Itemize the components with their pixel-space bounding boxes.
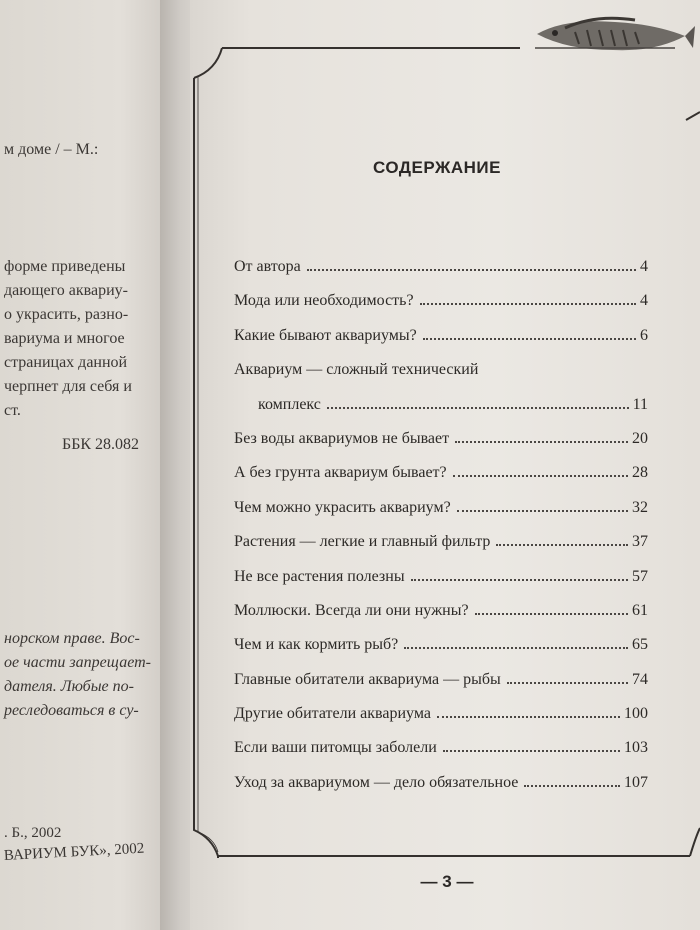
toc-leader-dots	[404, 647, 628, 649]
toc-entry[interactable]	[234, 533, 648, 567]
toc-entry[interactable]	[234, 499, 648, 533]
toc-entry-title: Уход за аквариумом — дело обязательное	[234, 773, 519, 791]
right-page	[190, 0, 700, 930]
toc-entry-title: Если ваши питомцы заболели	[234, 739, 437, 757]
left-text-line: м доме / – М.:	[4, 141, 99, 158]
toc-entry[interactable]	[234, 739, 648, 773]
toc-leader-dots	[455, 441, 628, 443]
toc-entry-page: 6	[640, 326, 648, 344]
left-text-line: норском праве. Вос-	[4, 630, 140, 647]
left-text-line: страницах данной	[4, 354, 128, 371]
left-text-line: форме приведены	[4, 258, 126, 275]
toc-entry-page: 74	[632, 670, 648, 688]
toc-leader-dots	[457, 510, 628, 512]
toc-entry-page: 103	[624, 739, 648, 757]
toc-title: СОДЕРЖАНИЕ	[373, 158, 501, 177]
toc-entry-title: Растения — легкие и главный фильтр	[234, 533, 491, 551]
fish-icon	[535, 8, 695, 68]
toc-entry[interactable]	[234, 258, 648, 292]
toc-entry-page: 107	[624, 773, 648, 791]
toc-leader-dots	[443, 750, 620, 752]
left-text-line: черпнет для себя и	[4, 378, 132, 395]
toc-entry-title: Аквариум — сложный технический	[234, 361, 479, 379]
left-text-line: ое части запрещает-	[4, 654, 151, 671]
toc-entry-title: Главные обитатели аквариума — рыбы	[234, 670, 501, 688]
left-text-line: дающего аквариу-	[4, 282, 128, 299]
toc-entry[interactable]	[234, 327, 648, 361]
toc-entry-title: Без воды аквариумов не бывает	[234, 429, 450, 447]
left-copyright: ВАРИУМ БУК», 2002	[3, 840, 145, 864]
toc-leader-dots	[496, 544, 628, 546]
toc-entry[interactable]	[234, 602, 648, 636]
toc-entry-page: 20	[632, 429, 648, 447]
toc-leader-dots	[437, 716, 620, 718]
toc-leader-dots	[524, 785, 620, 787]
toc-entry-title: А без грунта аквариум бывает?	[234, 464, 447, 482]
toc-entry-page: 28	[632, 464, 648, 482]
left-text-line: ст.	[4, 402, 21, 419]
left-bbk: ББК 28.082	[62, 436, 140, 453]
left-copyright: . Б., 2002	[4, 825, 62, 841]
toc-entry-title: Другие обитатели аквариума	[234, 705, 431, 723]
toc-entry-page: 4	[640, 258, 648, 275]
toc-entry[interactable]	[234, 361, 648, 395]
toc-entry-page: 61	[632, 601, 648, 619]
toc-entry-title: От автора	[234, 258, 301, 275]
toc-entry[interactable]	[234, 396, 648, 430]
toc-leader-dots	[327, 407, 629, 409]
toc-entry[interactable]	[234, 292, 648, 326]
toc-entry[interactable]	[234, 568, 648, 602]
toc-entry[interactable]	[234, 671, 648, 705]
left-text-line: о украсить, разно-	[4, 306, 129, 323]
toc-entry-page: 37	[632, 533, 648, 551]
toc-leader-dots	[423, 338, 636, 340]
toc-entry-title: Какие бывают аквариумы?	[234, 326, 417, 344]
toc-entry-title: комплекс	[258, 395, 321, 413]
toc-entry-page: 65	[632, 636, 648, 654]
toc-entry-page: 11	[632, 395, 648, 413]
toc-leader-dots	[507, 682, 628, 684]
toc-leader-dots	[420, 303, 636, 305]
toc-leader-dots	[475, 613, 628, 615]
toc-leader-dots	[411, 579, 628, 581]
toc-entry[interactable]	[234, 464, 648, 498]
toc-leader-dots	[307, 269, 636, 271]
left-text-line: дателя. Любые по-	[4, 678, 134, 695]
toc-leader-dots	[453, 475, 628, 477]
toc-entry-title: Не все растения полезны	[234, 567, 405, 585]
page-number: — 3 —	[420, 872, 474, 891]
left-text-line: вариума и многое	[4, 330, 125, 347]
toc-entry-title: Чем можно украсить аквариум?	[234, 498, 451, 516]
toc-entry-title: Моллюски. Всегда ли они нужны?	[234, 601, 469, 619]
toc-entry-page: 32	[632, 498, 648, 516]
toc-list	[234, 258, 648, 808]
toc-entry-title: Чем и как кормить рыб?	[234, 636, 399, 654]
left-text-line: реследоваться в су-	[4, 702, 139, 719]
left-page	[0, 0, 172, 930]
toc-entry[interactable]	[234, 705, 648, 739]
toc-entry-page: 57	[632, 567, 648, 585]
toc-entry-page: 4	[640, 292, 648, 310]
toc-entry-title: Мода или необходимость?	[234, 292, 414, 310]
toc-entry[interactable]	[234, 774, 648, 808]
toc-entry[interactable]	[234, 430, 648, 464]
toc-entry-page: 100	[624, 705, 648, 723]
toc-entry[interactable]	[234, 636, 648, 670]
